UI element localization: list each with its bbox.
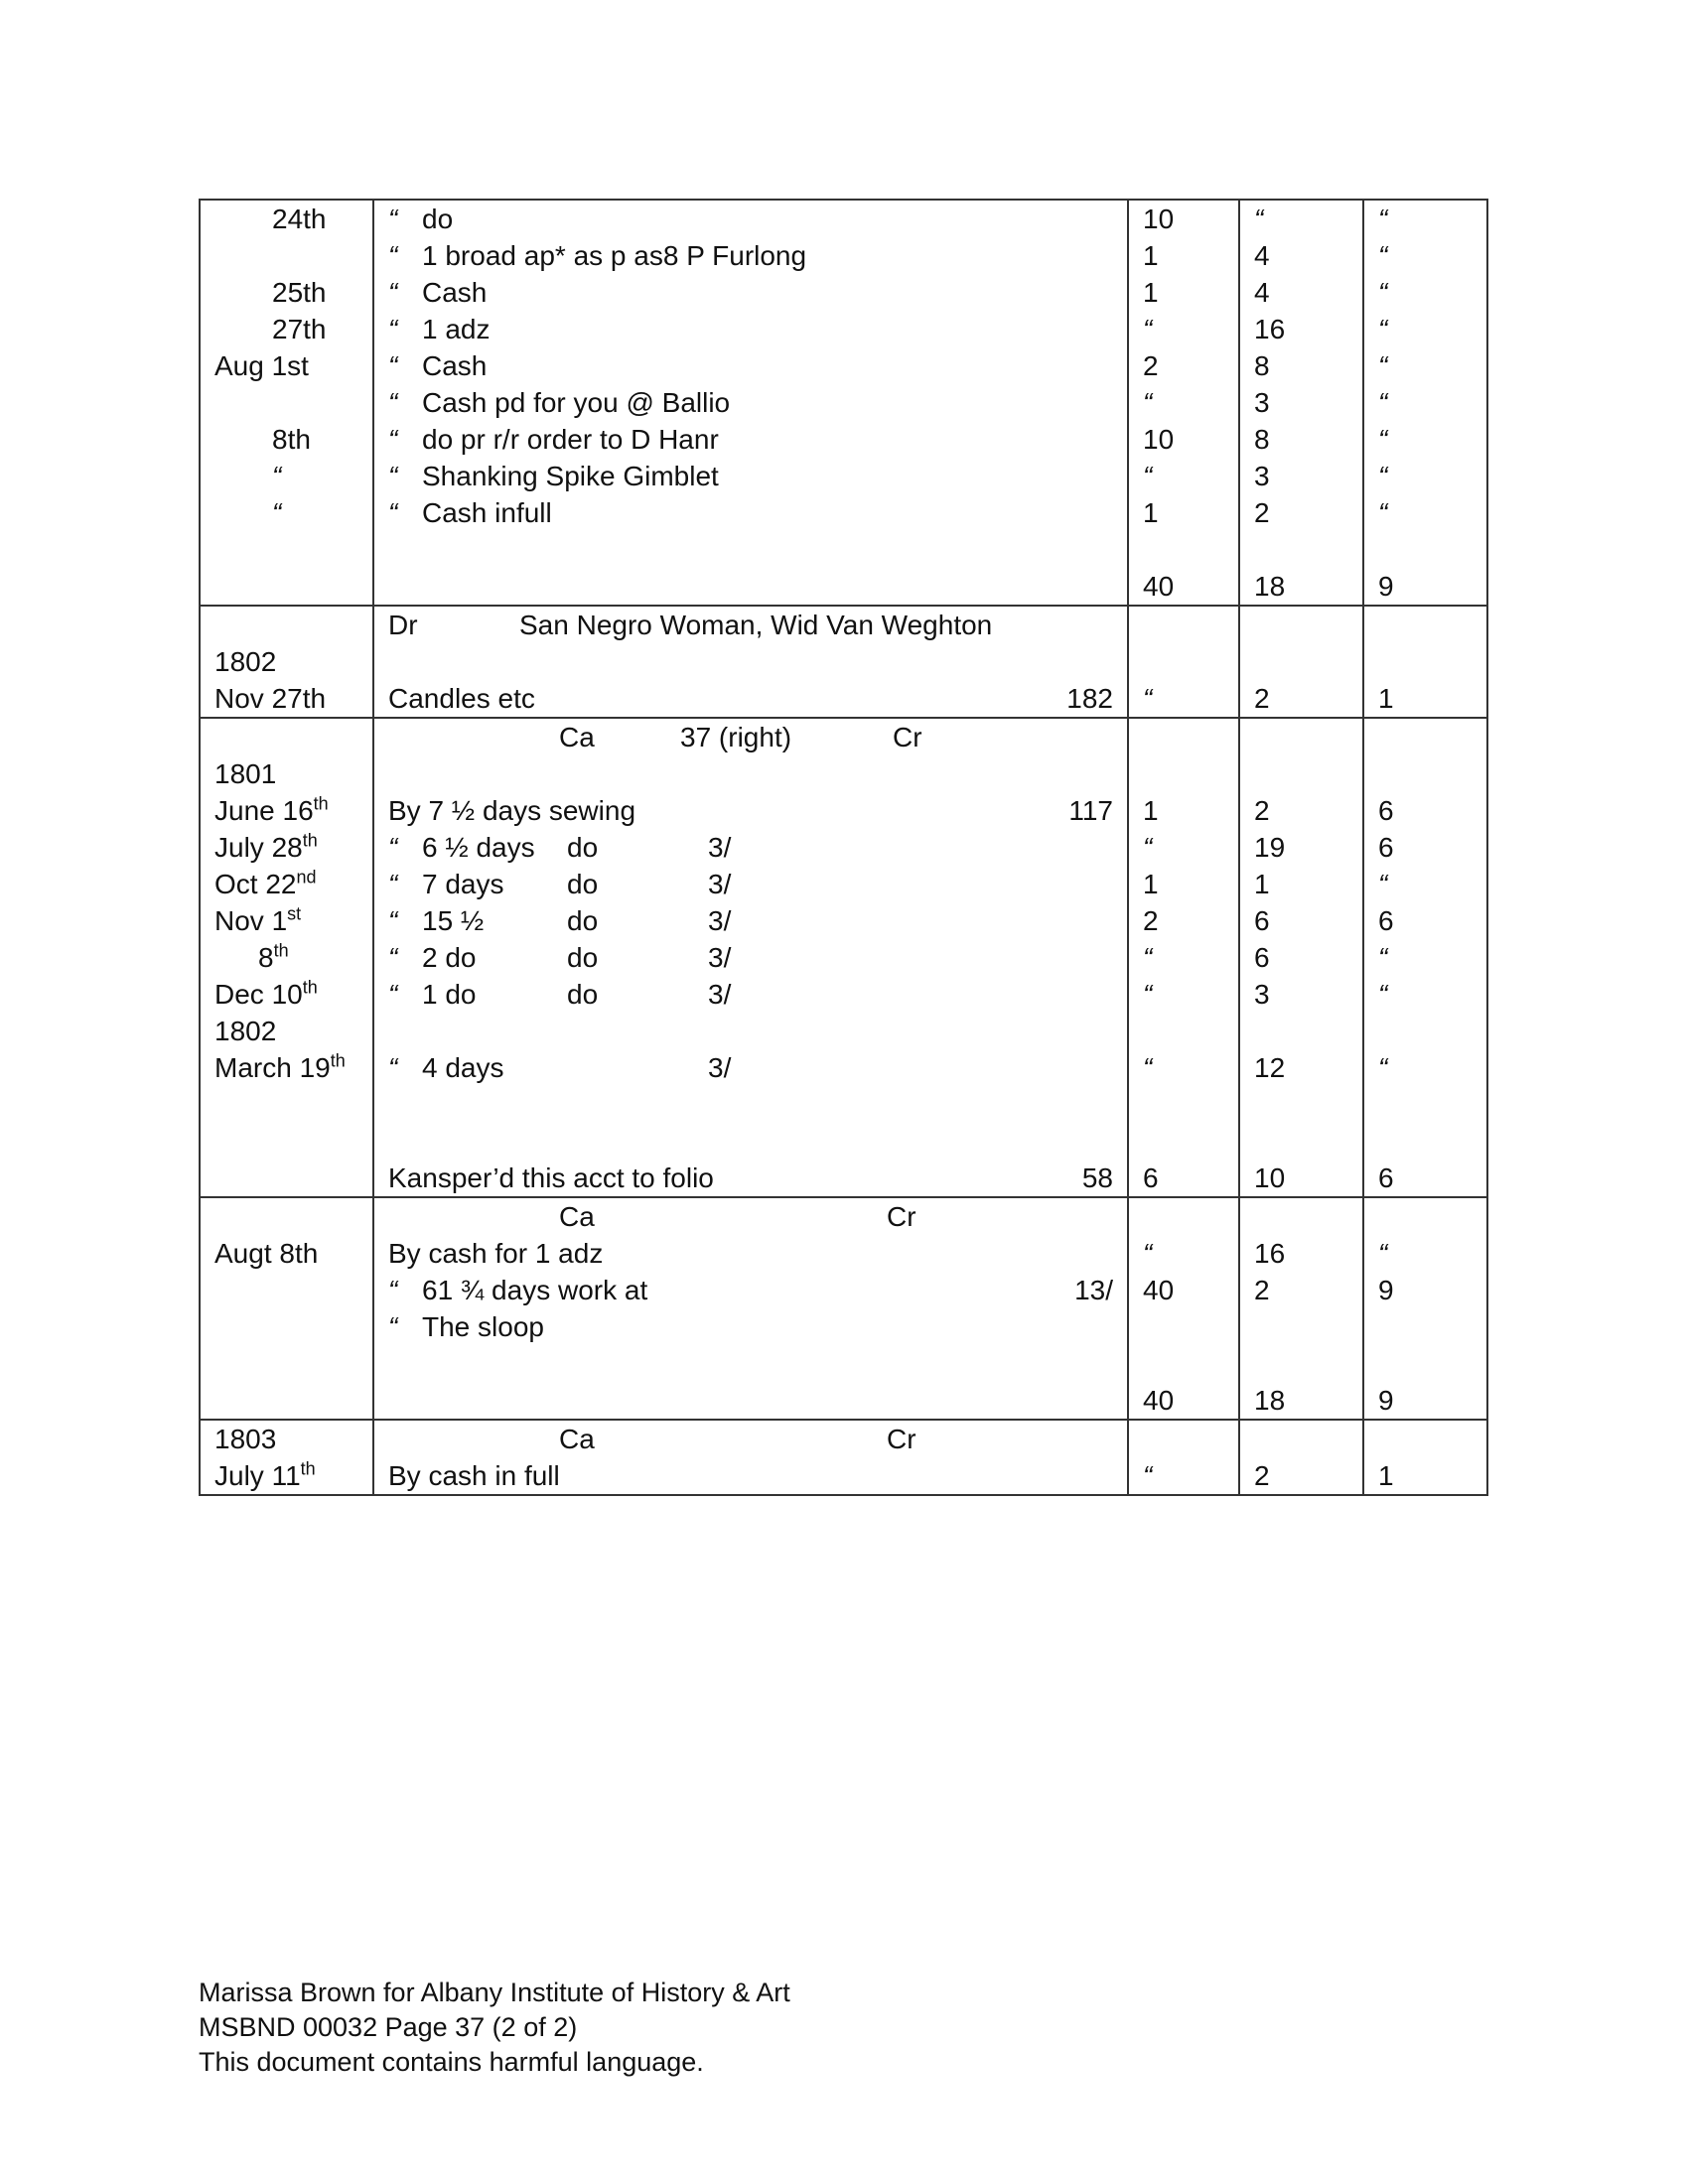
ditto-mark: “: [388, 240, 398, 271]
entry-description: “ 61 ¾ days work at 13/: [374, 1272, 1127, 1308]
amount: 4: [1254, 240, 1270, 271]
ledger-section-3: [200, 718, 1487, 1197]
date: July 28th: [214, 830, 318, 863]
amount: 1: [1254, 869, 1270, 899]
amount: “: [1378, 314, 1388, 344]
pence-column: [1363, 1197, 1487, 1420]
account-header: [374, 607, 1127, 643]
entry-description: “ 1 broad ap* as p as8 P Furlong: [374, 237, 1127, 274]
amount: 1: [1378, 683, 1394, 714]
amount: 10: [1143, 424, 1175, 455]
total-amount: 10: [1254, 1162, 1286, 1193]
ledger-table: [199, 199, 1488, 1496]
total-amount: 18: [1254, 1385, 1286, 1416]
shillings-column: [1239, 606, 1363, 718]
entry-description: “ 2 do do 3/: [374, 939, 1127, 976]
account-header: [374, 1421, 1127, 1457]
amount: 1: [1143, 497, 1159, 528]
entry-description: Candles etc 182: [374, 680, 1127, 717]
amount: 2: [1254, 683, 1270, 714]
amount: 16: [1254, 314, 1286, 344]
year: 1802: [214, 1016, 277, 1046]
amount: 8: [1254, 424, 1270, 455]
entry-description: “ Cash: [374, 274, 1127, 311]
amount: 2: [1254, 1460, 1270, 1491]
amount: 2: [1254, 497, 1270, 528]
amount: 16: [1254, 1238, 1286, 1269]
amount: “: [1378, 277, 1388, 308]
amount: “: [1378, 1238, 1388, 1269]
ditto-mark: “: [388, 424, 398, 455]
amount: “: [1143, 832, 1153, 863]
date: Nov 27th: [214, 683, 327, 714]
amount: “: [1143, 314, 1153, 344]
amount: “: [1143, 979, 1153, 1010]
ca-label: Ca: [559, 1424, 595, 1454]
amount: “: [1378, 424, 1388, 455]
date: [201, 237, 372, 274]
amount: 2: [1143, 905, 1159, 936]
pounds-column: [1128, 718, 1239, 1197]
shillings-column: [1239, 718, 1363, 1197]
entry-description: By cash for 1 adz: [388, 1238, 604, 1269]
amount: 3: [1254, 979, 1270, 1010]
amount: 10: [1143, 204, 1175, 234]
total-amount: 40: [1143, 571, 1175, 602]
ledger-section-1: [200, 200, 1487, 606]
date-ditto: “: [272, 497, 282, 528]
ditto-mark: “: [388, 314, 398, 344]
amount: “: [1143, 387, 1153, 418]
date: June 16th: [214, 793, 329, 826]
date: 24th: [272, 204, 327, 234]
pounds-column: [1128, 200, 1239, 606]
total-amount: 9: [1378, 571, 1394, 602]
amount: “: [1378, 350, 1388, 381]
date: Dec 10th: [214, 977, 318, 1010]
entry-description: “ do: [374, 201, 1127, 237]
date: 8th: [272, 424, 311, 455]
amount: “: [1378, 979, 1388, 1010]
dr-label: Dr: [388, 610, 418, 640]
date: 27th: [272, 314, 327, 344]
date: Oct 22nd: [214, 867, 317, 899]
entry-description: “ do pr r/r order to D Hanr: [374, 421, 1127, 458]
entry-description: By 7 ½ days sewing 117: [374, 792, 1127, 829]
document-reference: MSBND 00032 Page 37 (2 of 2): [199, 2012, 578, 2042]
date: Augt 8th: [214, 1238, 319, 1269]
date: March 19th: [214, 1050, 346, 1083]
amount: 2: [1254, 795, 1270, 826]
transcription-footer: [199, 1976, 790, 2080]
total-amount: 18: [1254, 571, 1286, 602]
pounds-column: [1128, 606, 1239, 718]
account-name: San Negro Woman, Wid Van Weghton: [519, 610, 993, 640]
description-column: [373, 1420, 1128, 1495]
ditto-mark: “: [388, 942, 398, 973]
entry-description: “ 6 ½ days do 3/: [374, 829, 1127, 866]
folio-reference: 37 (right): [680, 722, 792, 752]
content-warning: This document contains harmful language.: [199, 2047, 704, 2077]
amount: “: [1378, 869, 1388, 899]
entry-description: “ Cash: [374, 347, 1127, 384]
pence-column: [1363, 718, 1487, 1197]
ledger-section-4: [200, 1197, 1487, 1420]
ditto-mark: “: [388, 497, 398, 528]
amount: 19: [1254, 832, 1286, 863]
folio: 182: [1066, 683, 1113, 714]
ditto-mark: “: [388, 204, 398, 234]
cr-label: Cr: [887, 1201, 916, 1232]
ditto-mark: “: [388, 387, 398, 418]
ditto-mark: “: [388, 350, 398, 381]
entry-description: “ 7 days do 3/: [374, 866, 1127, 902]
ditto-mark: “: [388, 277, 398, 308]
date: Nov 1st: [214, 903, 302, 936]
rate: 13/: [1074, 1275, 1113, 1305]
amount: “: [1378, 387, 1388, 418]
year: 1803: [214, 1424, 277, 1454]
entry-description: “ The sloop: [374, 1308, 1127, 1345]
folio: 58: [1081, 1162, 1113, 1193]
account-header: [374, 719, 1127, 755]
entry-description: “ 1 do do 3/: [374, 976, 1127, 1013]
total-amount: 40: [1143, 1385, 1175, 1416]
date-column: [200, 200, 373, 606]
amount: 6: [1378, 905, 1394, 936]
entry-description: “ Cash pd for you @ Ballio: [374, 384, 1127, 421]
ca-label: Ca: [559, 1201, 595, 1232]
description-column: [373, 200, 1128, 606]
year: 1801: [214, 758, 277, 789]
amount: 1: [1143, 795, 1159, 826]
ledger-section-5: [200, 1420, 1487, 1495]
shillings-column: [1239, 200, 1363, 606]
amount: “: [1378, 1052, 1388, 1083]
amount: 12: [1254, 1052, 1286, 1083]
ledger-section-2: [200, 606, 1487, 718]
amount: 40: [1143, 1275, 1175, 1305]
entry-description: “ 15 ½ do 3/: [374, 902, 1127, 939]
amount: “: [1143, 683, 1153, 714]
entry-description: “ 4 days 3/: [374, 1049, 1127, 1086]
folio: 117: [1068, 795, 1113, 826]
amount: “: [1378, 497, 1388, 528]
amount: “: [1378, 204, 1388, 234]
ditto-mark: “: [388, 1311, 398, 1342]
ditto-mark: “: [388, 832, 398, 863]
date-column: [200, 1420, 373, 1495]
amount: 3: [1254, 461, 1270, 491]
entry-description: “ Cash infull: [374, 494, 1127, 531]
amount: 6: [1378, 795, 1394, 826]
ca-label: Ca: [559, 722, 595, 752]
amount: 2: [1254, 1275, 1270, 1305]
ditto-mark: “: [388, 1052, 398, 1083]
pounds-column: [1128, 1197, 1239, 1420]
amount: “: [1378, 942, 1388, 973]
amount: 1: [1143, 869, 1159, 899]
description-column: [373, 606, 1128, 718]
ditto-mark: “: [388, 461, 398, 491]
description-column: [373, 718, 1128, 1197]
amount: 1: [1378, 1460, 1394, 1491]
transfer-line: Kansper’d this acct to folio 58: [374, 1160, 1127, 1196]
shillings-column: [1239, 1420, 1363, 1495]
year: 1802: [214, 646, 277, 677]
description-column: [373, 1197, 1128, 1420]
account-header: [374, 1198, 1127, 1235]
amount: “: [1254, 204, 1264, 234]
date-column: [200, 1197, 373, 1420]
total-amount: 6: [1143, 1162, 1159, 1193]
date: 25th: [272, 277, 327, 308]
cr-label: Cr: [887, 1424, 916, 1454]
ditto-mark: “: [388, 905, 398, 936]
shillings-column: [1239, 1197, 1363, 1420]
amount: “: [1143, 942, 1153, 973]
ditto-mark: “: [388, 869, 398, 899]
entry-description: “ 1 adz: [374, 311, 1127, 347]
date-column: [200, 606, 373, 718]
amount: “: [1143, 1238, 1153, 1269]
amount: 6: [1254, 905, 1270, 936]
amount: 3: [1254, 387, 1270, 418]
amount: 1: [1143, 240, 1159, 271]
amount: 2: [1143, 350, 1159, 381]
date: July 11th: [214, 1458, 316, 1491]
cr-label: Cr: [893, 722, 922, 752]
amount: 6: [1378, 832, 1394, 863]
amount: 6: [1254, 942, 1270, 973]
amount: 8: [1254, 350, 1270, 381]
entry-description: By cash in full: [388, 1460, 560, 1491]
pounds-column: [1128, 1420, 1239, 1495]
date-column: [200, 718, 373, 1197]
amount: “: [1143, 461, 1153, 491]
date-ditto: “: [272, 461, 282, 491]
ditto-mark: “: [388, 979, 398, 1010]
pence-column: [1363, 200, 1487, 606]
amount: “: [1143, 1052, 1153, 1083]
date: [201, 384, 372, 421]
entry-description: “ Shanking Spike Gimblet: [374, 458, 1127, 494]
amount: 4: [1254, 277, 1270, 308]
amount: 1: [1143, 277, 1159, 308]
amount: “: [1143, 1460, 1153, 1491]
ditto-mark: “: [388, 1275, 398, 1305]
pence-column: [1363, 1420, 1487, 1495]
total-amount: 6: [1378, 1162, 1394, 1193]
pence-column: [1363, 606, 1487, 718]
amount: “: [1378, 240, 1388, 271]
amount: “: [1378, 461, 1388, 491]
amount: 9: [1378, 1275, 1394, 1305]
transcriber-credit: Marissa Brown for Albany Institute of History & Art: [199, 1978, 790, 2007]
total-amount: 9: [1378, 1385, 1394, 1416]
date: Aug 1st: [214, 350, 309, 381]
date: 8th: [258, 940, 289, 973]
